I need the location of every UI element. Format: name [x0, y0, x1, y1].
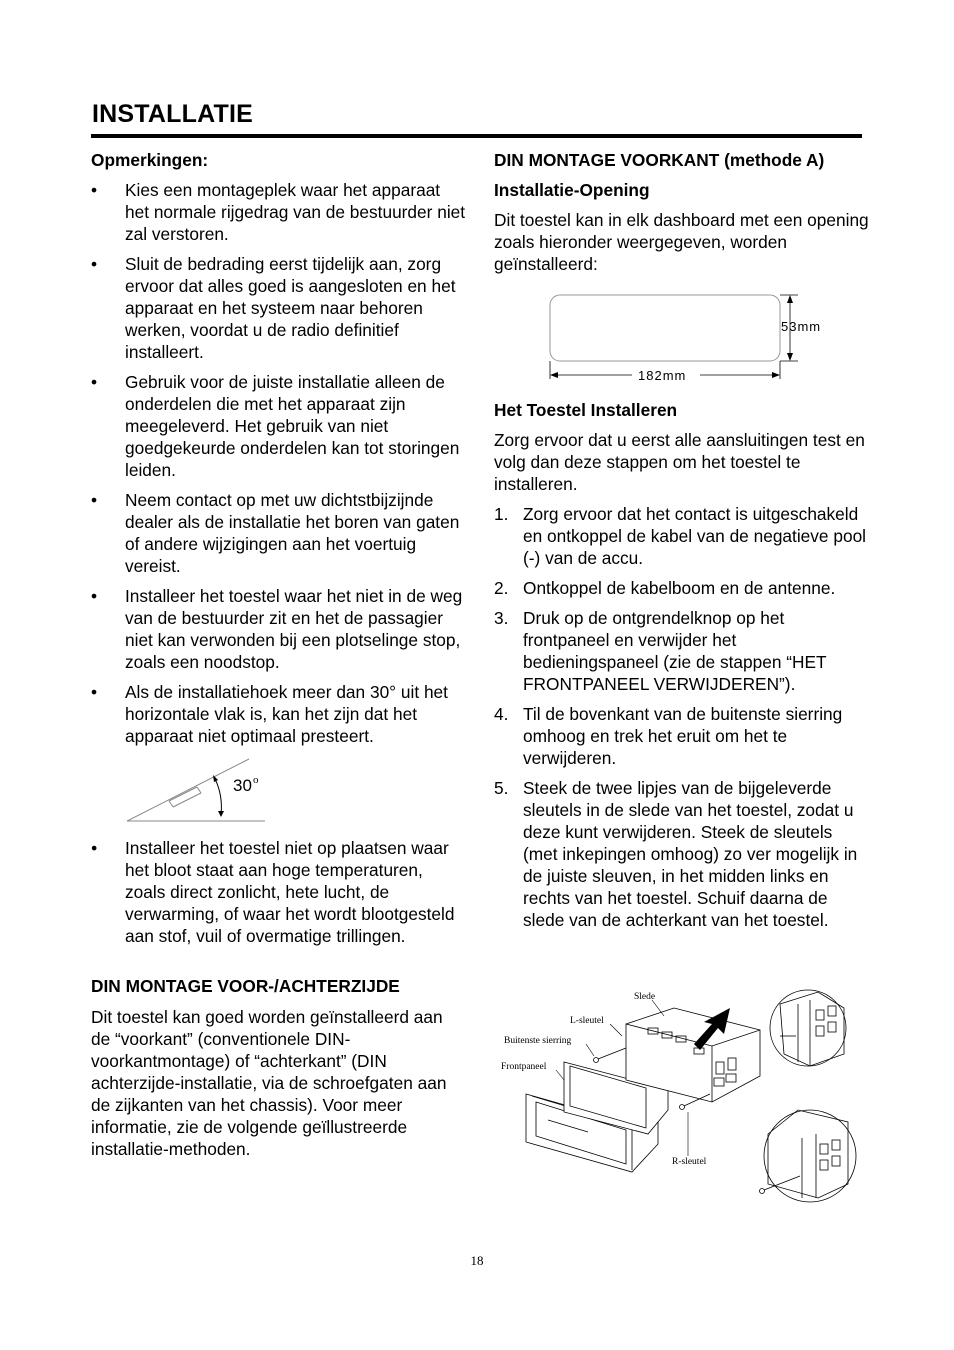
list-item: 3. Druk op de ontgrendelknop op het frontpaneel en verwijder het bedieningspaneel (zie de stappen “HET FRONTPANEEL VERWIJDEREN”).	[494, 608, 827, 694]
install-intro: Zorg ervoor dat u eerst alle aansluitingen test en volg dan deze stappen om het toestel te installeren.	[494, 430, 865, 494]
dimension-height: 53mm	[781, 319, 822, 334]
page-number: 18	[470, 1253, 484, 1268]
bullet-icon: •	[91, 838, 98, 858]
list-item: • Als de installatiehoek meer dan 30° uit het horizontale vlak is, kan het zijn dat het apparaat niet optimaal presteert.	[91, 682, 448, 746]
din-text: Dit toestel kan goed worden geïnstalleerd aan de “voorkant” (conventionele DIN-voorkantmontage) of “achterkant” (DIN achterzijde-installatie, via de schroefgaten aan de zijkanten van het chassis). Voor meer informatie, zie de volgende geïllustreerde installatie-methoden.	[91, 1007, 447, 1159]
din-heading: DIN MONTAGE VOOR-/ACHTERZIJDE	[91, 976, 400, 996]
angle-diagram	[121, 755, 321, 827]
bullet-icon: •	[91, 180, 98, 200]
angle-label: 30	[233, 776, 252, 795]
list-item: 2. Ontkoppel de kabelboom en de antenne.	[494, 578, 836, 598]
list-item: 4. Til de bovenkant van de buitenste sierring omhoog en trek het eruit om het te verwijderen.	[494, 704, 843, 768]
label-r-sleutel: R-sleutel	[672, 1157, 707, 1167]
list-item: 1. Zorg ervoor dat het contact is uitgeschakeld en ontkoppel de kabel van de negatieve pool (-) van de accu.	[494, 504, 867, 568]
bullet-icon: •	[91, 682, 98, 702]
label-frontpaneel: Frontpaneel	[501, 1062, 547, 1072]
opening-heading: Installatie-Opening	[494, 180, 650, 200]
remarks-heading: Opmerkingen:	[91, 150, 209, 170]
bullet-icon: •	[91, 490, 98, 510]
right-column	[494, 149, 869, 939]
label-buitenste-sierring: Buitenste sierring	[504, 1036, 572, 1046]
remarks-list	[91, 179, 466, 747]
left-column	[91, 149, 466, 1160]
page-title: INSTALLATIE	[92, 100, 253, 128]
label-slede: Slede	[634, 992, 656, 1002]
list-item: • Installeer het toestel niet op plaatsen waar het bloot staat aan hoge temperaturen, zoals direct zonlicht, hete lucht, de verwarming, of waar het wordt blootgesteld aan stof, vuil of overmatige trillingen.	[91, 838, 455, 946]
list-item: • Gebruik voor de juiste installatie alleen de onderdelen die met het apparaat zijn meegeleverd. Het gebruik van niet goedgekeurde onderdelen kan tot storingen leiden.	[91, 372, 460, 480]
dimension-width: 182mm	[638, 368, 687, 383]
list-item: 5. Steek de twee lipjes van de bijgeleverde sleutels in de slede van het toestel, zodat u deze kunt verwijderen. Steek de sleutels (met inkepingen omhoog) zo ver mogelijk in de juiste sleuven, in het midden links en rechts van het toestel. Schuif daarna de slede van de achterkant van het toestel.	[494, 778, 858, 930]
bullet-icon: •	[91, 586, 98, 606]
opening-dimension-diagram	[494, 291, 864, 393]
list-item: • Neem contact op met uw dichtstbijzijnde dealer als de installatie het boren van gaten of andere wijzigingen aan het voertuig vereist.	[91, 490, 460, 576]
title-rule	[91, 134, 862, 138]
list-item: • Sluit de bedrading eerst tijdelijk aan, zorg ervoor dat alles goed is aangesloten en het apparaat en het systeem naar behoren werken, voordat u de radio definitief installeert.	[91, 254, 456, 362]
opening-text: Dit toestel kan in elk dashboard met een opening zoals hieronder weergegeven, worden geïnstalleerd:	[494, 210, 869, 274]
install-steps	[494, 503, 869, 931]
installation-exploded-diagram	[498, 984, 858, 1210]
list-item: • Installeer het toestel waar het niet in de weg van de bestuurder zit en het de passagier niet kan verwonden bij een plotselinge stop, zoals een noodstop.	[91, 586, 463, 672]
label-l-sleutel: L-sleutel	[570, 1016, 604, 1026]
install-heading: Het Toestel Installeren	[494, 400, 678, 420]
list-item: • Kies een montageplek waar het apparaat het normale rijgedrag van de bestuurder niet zal verstoren.	[91, 180, 466, 244]
bullet-icon: •	[91, 254, 98, 274]
bullet-icon: •	[91, 372, 98, 392]
method-heading: DIN MONTAGE VOORKANT (methode A)	[494, 150, 825, 170]
angle-degree-sup: o	[253, 774, 259, 786]
